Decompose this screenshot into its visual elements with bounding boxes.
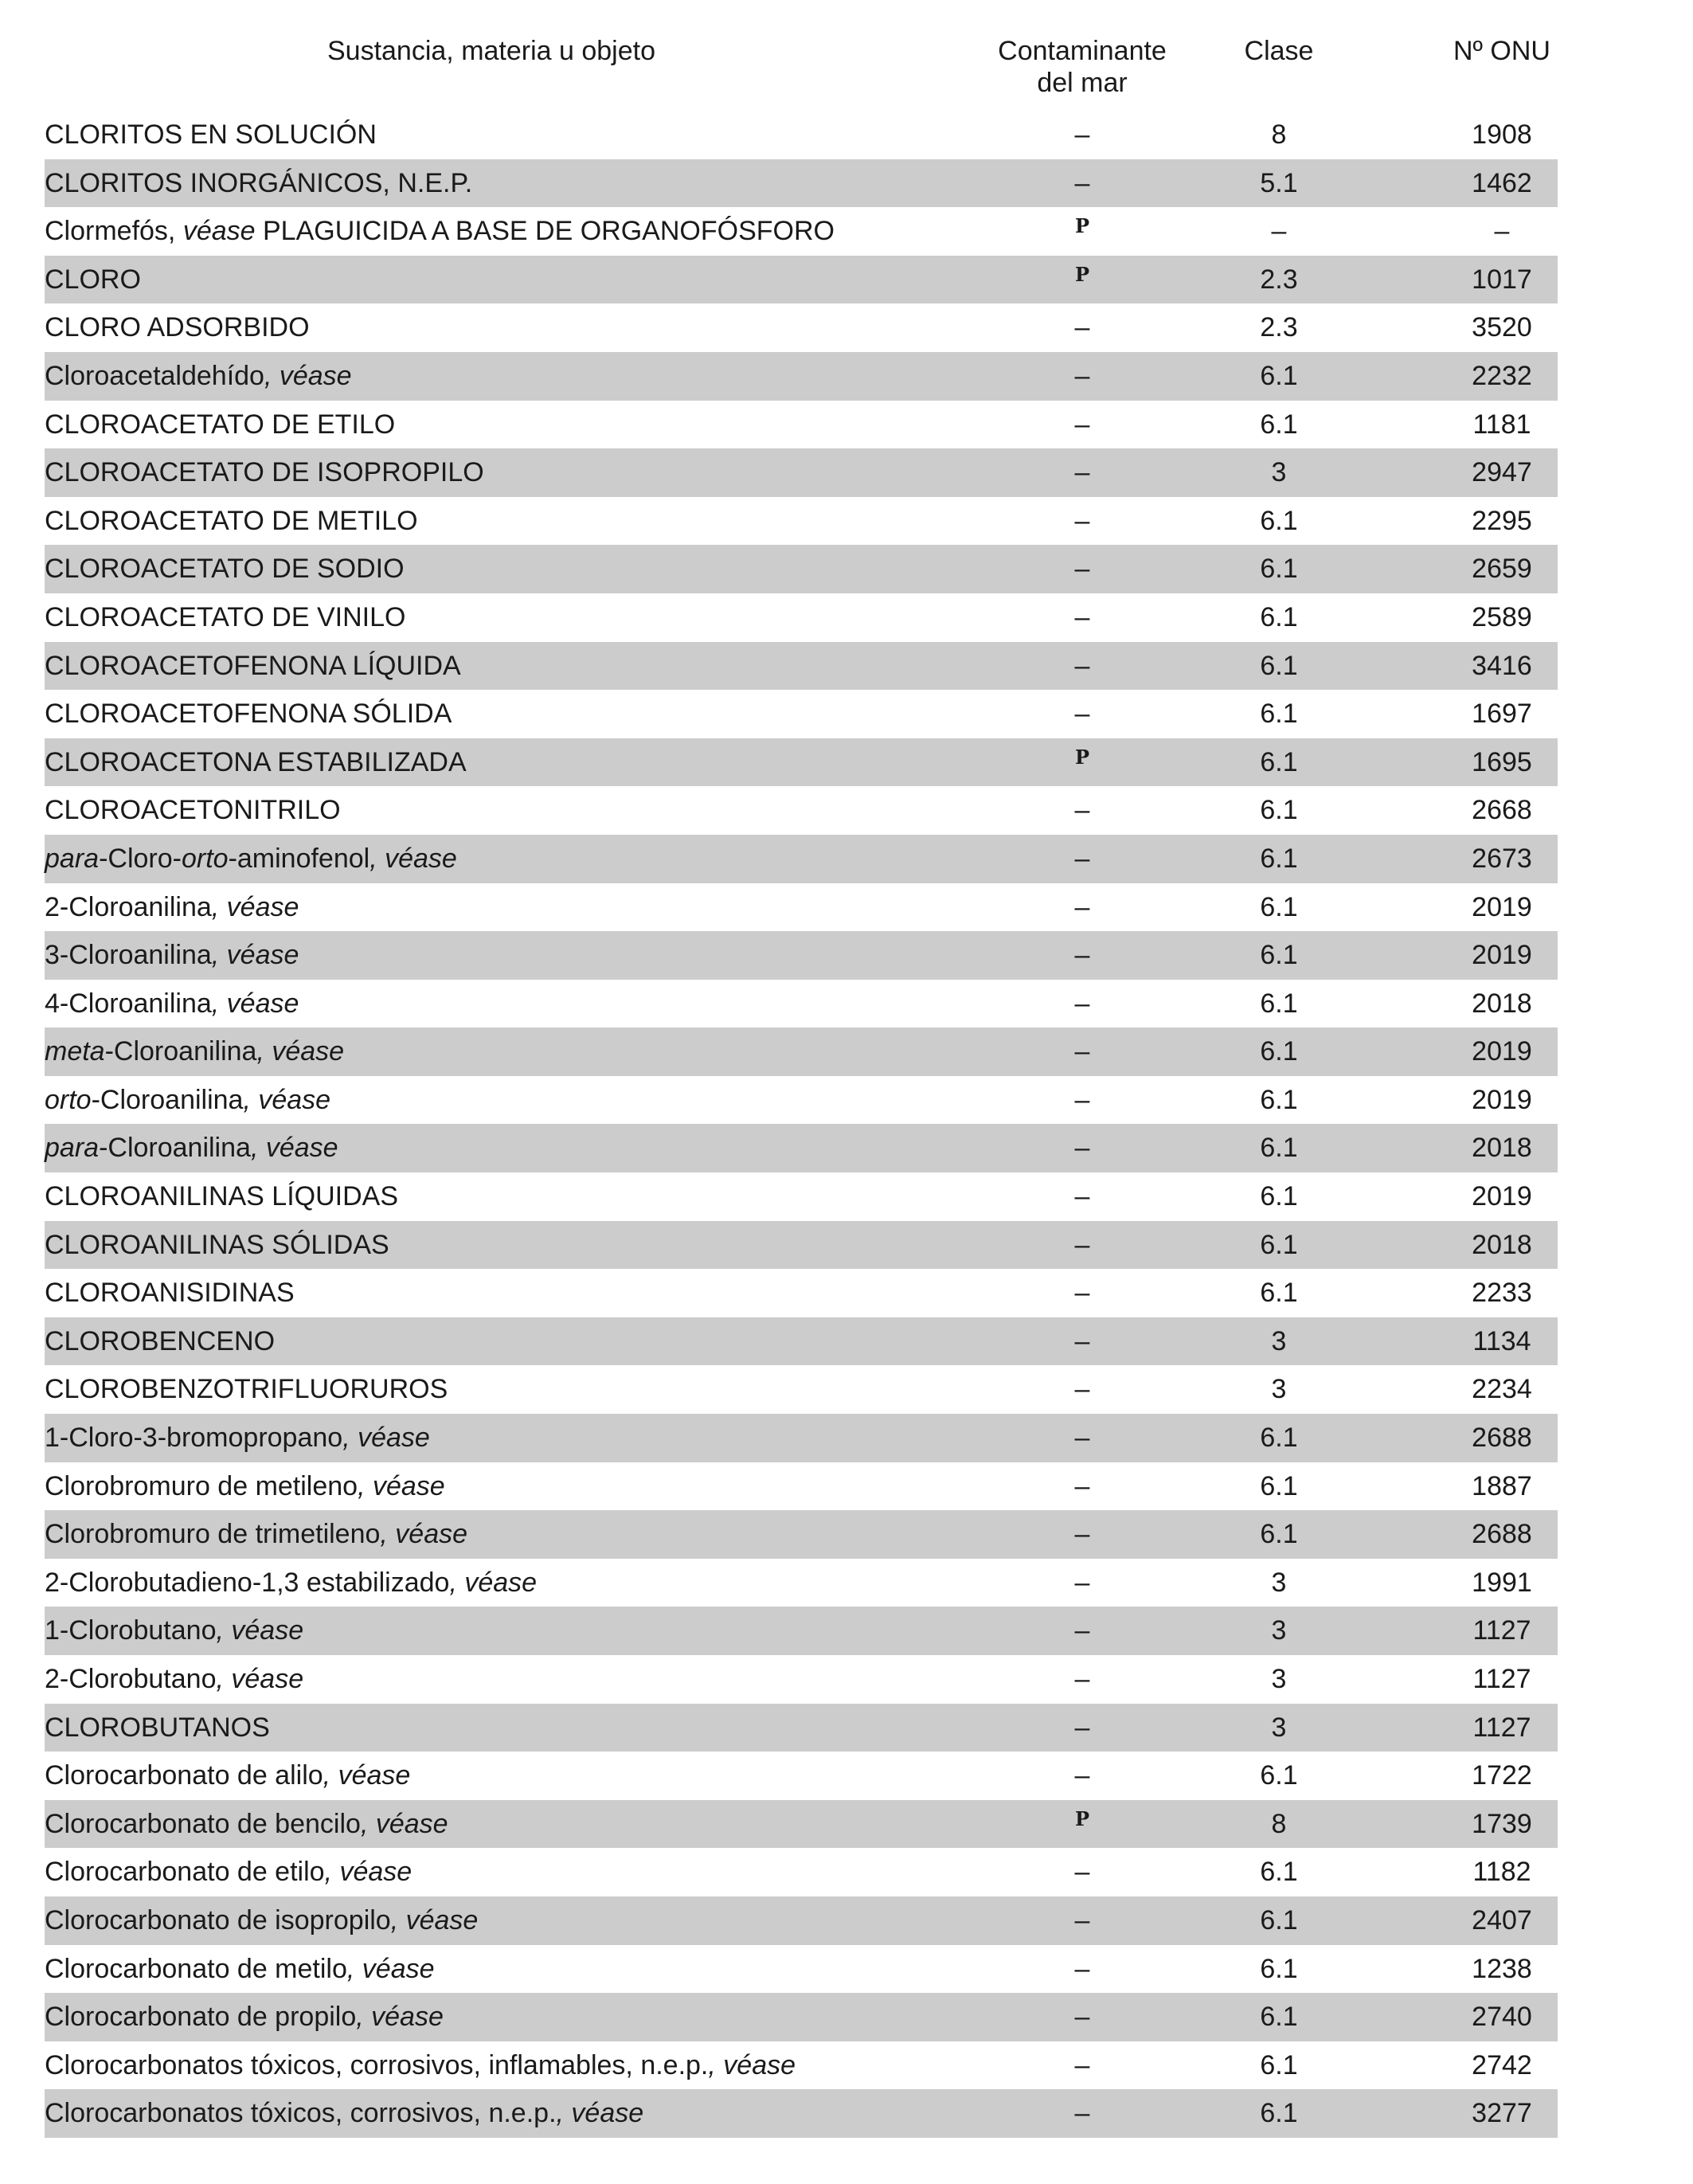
table-row xyxy=(45,1655,1558,1704)
substance-name-part: Clorocarbonatos tóxicos, corrosivos, inflamables, n.e.p. xyxy=(45,2049,709,2080)
substance-name-italic-part: para xyxy=(45,1133,100,1164)
marine-pollutant-dash: – xyxy=(1074,795,1090,826)
substance-name-part: CLORO xyxy=(45,264,141,295)
substance-name xyxy=(45,159,472,208)
marine-pollutant-dash: – xyxy=(1074,167,1090,198)
table-row xyxy=(45,1704,1558,1752)
marine-pollutant-dash: – xyxy=(1074,1325,1090,1356)
marine-pollutant-dash: – xyxy=(1074,312,1090,343)
table-row xyxy=(45,1848,1558,1896)
un-number: 1017 xyxy=(1472,264,1532,295)
un-number: 2668 xyxy=(1472,795,1532,826)
table-row xyxy=(45,401,1558,449)
substance-name xyxy=(45,690,452,738)
un-number: 2688 xyxy=(1472,1423,1532,1454)
substance-name-part: Clorocarbonato de alilo xyxy=(45,1760,323,1791)
substance-name-part: -Cloroanilina xyxy=(91,1084,244,1115)
class-value: 6.1 xyxy=(1260,1760,1298,1791)
class-value: 6.1 xyxy=(1260,2098,1298,2129)
class-value: 2.3 xyxy=(1260,312,1298,343)
un-number: 3520 xyxy=(1472,312,1532,343)
marine-pollutant-dash: – xyxy=(1074,650,1090,681)
un-number: 2019 xyxy=(1472,1181,1532,1212)
substance-name-part: CLOROANILINAS LÍQUIDAS xyxy=(45,1181,399,1212)
marine-pollutant-dash: – xyxy=(1074,360,1090,391)
class-value: 6.1 xyxy=(1260,601,1298,632)
class-value: 3 xyxy=(1271,1615,1287,1646)
substance-name-part: 3-Cloroanilina xyxy=(45,940,212,971)
table-row xyxy=(45,883,1558,932)
un-number: 2019 xyxy=(1472,940,1532,971)
un-number: 1887 xyxy=(1472,1470,1532,1501)
marine-pollutant-dash: – xyxy=(1074,601,1090,632)
table-row xyxy=(45,738,1558,787)
class-value: 5.1 xyxy=(1260,167,1298,198)
substance-name xyxy=(45,1559,537,1607)
un-number: 2234 xyxy=(1472,1374,1532,1405)
substance-name-italic-part: orto xyxy=(181,843,229,874)
table-row xyxy=(45,1800,1558,1849)
marine-pollutant-dash: – xyxy=(1074,1036,1090,1067)
substance-name-italic-part: , véase xyxy=(211,940,299,971)
substance-name-part: -aminofenol xyxy=(228,843,370,874)
marine-pollutant-dash: – xyxy=(1074,2049,1090,2080)
substance-name xyxy=(45,931,299,980)
substance-name-part: 2-Cloroanilina xyxy=(45,891,212,922)
table-row xyxy=(45,1027,1558,1076)
substance-name-italic-part: , véase xyxy=(449,1567,538,1598)
table-body xyxy=(45,111,1558,2138)
substance-name-part: 1-Clorobutano xyxy=(45,1615,217,1646)
un-number: 2742 xyxy=(1472,2049,1532,2080)
un-number: 2688 xyxy=(1472,1519,1532,1550)
un-number: 2018 xyxy=(1472,1229,1532,1260)
substance-name-part: Cloroacetaldehído xyxy=(45,360,264,391)
substance-name-part: CLOROACETATO DE ISOPROPILO xyxy=(45,457,484,488)
substance-name-part: CLORITOS INORGÁNICOS, N.E.P. xyxy=(45,167,473,198)
table-row xyxy=(45,1076,1558,1125)
marine-pollutant-mark: P xyxy=(1074,214,1090,238)
un-number: 1238 xyxy=(1472,1953,1532,1984)
un-number: 1127 xyxy=(1472,1712,1531,1743)
table-row xyxy=(45,642,1558,691)
class-value: – xyxy=(1271,216,1287,247)
marine-pollutant-dash: – xyxy=(1074,1084,1090,1115)
un-number: 1697 xyxy=(1472,699,1532,730)
class-value: 3 xyxy=(1271,1712,1287,1743)
marine-pollutant-dash: – xyxy=(1074,119,1090,150)
marine-pollutant-dash: – xyxy=(1074,1615,1090,1646)
un-number: 3416 xyxy=(1472,650,1532,681)
substance-name-part: Clorocarbonato de isopropilo xyxy=(45,1904,391,1935)
table-row xyxy=(45,2041,1558,2090)
substance-name xyxy=(45,497,418,546)
class-value: 6.1 xyxy=(1260,843,1298,874)
table-row xyxy=(45,303,1558,352)
marine-pollutant-dash: – xyxy=(1074,1760,1090,1791)
marine-pollutant-dash: – xyxy=(1074,1857,1090,1888)
class-value: 6.1 xyxy=(1260,1181,1298,1212)
substance-name-italic-part: , véase xyxy=(250,1133,338,1164)
class-value: 6.1 xyxy=(1260,746,1298,777)
substance-name-italic-part: , véase xyxy=(216,1615,304,1646)
substance-name xyxy=(45,835,457,883)
marine-pollutant-dash: – xyxy=(1074,1519,1090,1550)
marine-pollutant-dash: – xyxy=(1074,1181,1090,1212)
substance-name-italic-part: meta xyxy=(45,1036,105,1067)
class-value: 6.1 xyxy=(1260,1519,1298,1550)
marine-pollutant-dash: – xyxy=(1074,1664,1090,1694)
table-row xyxy=(45,1172,1558,1221)
substance-name-part: Clorobromuro de metileno xyxy=(45,1470,358,1501)
table-row xyxy=(45,111,1558,159)
substance-name-part: -Cloroanilina xyxy=(104,1036,257,1067)
class-value: 6.1 xyxy=(1260,795,1298,826)
substance-name-italic-part: , véase xyxy=(256,1036,345,1067)
un-number: 1127 xyxy=(1472,1615,1531,1646)
substance-name-italic-part: , véase xyxy=(390,1904,479,1935)
table-row xyxy=(45,1269,1558,1317)
marine-pollutant-dash: – xyxy=(1074,505,1090,536)
substance-name xyxy=(45,1317,275,1366)
table-row xyxy=(45,1559,1558,1607)
class-value: 6.1 xyxy=(1260,360,1298,391)
class-value: 6.1 xyxy=(1260,988,1298,1019)
substance-name xyxy=(45,256,141,304)
substance-name-italic-part: para xyxy=(45,843,100,874)
substance-name xyxy=(45,352,352,401)
class-value: 3 xyxy=(1271,1664,1287,1694)
substance-name xyxy=(45,1896,478,1945)
substance-name xyxy=(45,303,310,352)
table-row xyxy=(45,690,1558,738)
table-row xyxy=(45,1993,1558,2041)
substance-name xyxy=(45,1414,430,1462)
substance-name xyxy=(45,1027,344,1076)
un-number: 1991 xyxy=(1472,1567,1532,1598)
substance-name xyxy=(45,593,405,642)
substance-name-part: Clormefós, xyxy=(45,216,183,247)
table-row xyxy=(45,593,1558,642)
marine-pollutant-dash: – xyxy=(1074,699,1090,730)
table-header xyxy=(45,35,1558,115)
un-number: 2659 xyxy=(1472,554,1532,585)
table-row xyxy=(45,1945,1558,1994)
substance-name-part: CLOROACETOFENONA SÓLIDA xyxy=(45,699,452,730)
table-row xyxy=(45,1221,1558,1270)
substance-name xyxy=(45,1800,448,1849)
marine-pollutant-dash: – xyxy=(1074,843,1090,874)
un-number: 2673 xyxy=(1472,843,1532,874)
un-number: 1695 xyxy=(1472,746,1532,777)
substance-name-italic-part: , véase xyxy=(264,360,352,391)
table-row xyxy=(45,1896,1558,1945)
substance-name xyxy=(45,111,377,159)
substance-name xyxy=(45,1462,445,1511)
marine-pollutant-dash: – xyxy=(1074,409,1090,440)
un-number: 2407 xyxy=(1472,1904,1532,1935)
table-row xyxy=(45,207,1558,256)
marine-pollutant-dash: – xyxy=(1074,1712,1090,1743)
marine-pollutant-dash: – xyxy=(1074,2098,1090,2129)
substance-name-italic-part: orto xyxy=(45,1084,92,1115)
substance-name xyxy=(45,1993,444,2041)
un-number: 1182 xyxy=(1472,1857,1531,1888)
class-value: 3 xyxy=(1271,1567,1287,1598)
substance-name-part: Clorocarbonato de metilo xyxy=(45,1953,347,1984)
class-value: 3 xyxy=(1271,1374,1287,1405)
table-row xyxy=(45,835,1558,883)
table-row xyxy=(45,1752,1558,1800)
table-row xyxy=(45,448,1558,497)
substance-name-italic-part: , véase xyxy=(556,2098,644,2129)
marine-pollutant-dash: – xyxy=(1074,1229,1090,1260)
substance-name-italic-part: , véase xyxy=(360,1808,448,1839)
un-number: 2018 xyxy=(1472,1133,1532,1164)
class-value: 6.1 xyxy=(1260,1084,1298,1115)
header-marine-line2: del mar xyxy=(1037,68,1128,98)
un-number: – xyxy=(1494,216,1510,247)
class-value: 6.1 xyxy=(1260,1133,1298,1164)
table-row xyxy=(45,1414,1558,1462)
class-value: 6.1 xyxy=(1260,1470,1298,1501)
substance-name-italic-part: , véase xyxy=(216,1664,304,1694)
un-number: 2295 xyxy=(1472,505,1532,536)
class-value: 2.3 xyxy=(1260,264,1298,295)
class-value: 6.1 xyxy=(1260,2002,1298,2033)
marine-pollutant-dash: – xyxy=(1074,457,1090,488)
class-value: 6.1 xyxy=(1260,1036,1298,1067)
table-row xyxy=(45,159,1558,208)
substance-name-italic-part: , véase xyxy=(211,988,299,1019)
un-number: 1181 xyxy=(1472,409,1531,440)
marine-pollutant-dash: – xyxy=(1074,1953,1090,1984)
table-row xyxy=(45,2089,1558,2138)
marine-pollutant-dash: – xyxy=(1074,1278,1090,1309)
substance-name xyxy=(45,1172,398,1221)
substance-name-italic-part: , véase xyxy=(346,1953,435,1984)
substance-name-part: Clorocarbonato de bencilo xyxy=(45,1808,361,1839)
un-number: 3277 xyxy=(1472,2098,1532,2129)
table-row xyxy=(45,1462,1558,1511)
substance-name xyxy=(45,448,484,497)
substance-name xyxy=(45,1945,435,1994)
substance-name-part: CLOROANILINAS SÓLIDAS xyxy=(45,1229,389,1260)
substance-name-part: CLOROACETATO DE ETILO xyxy=(45,409,396,440)
marine-pollutant-dash: – xyxy=(1074,2002,1090,2033)
un-number: 2589 xyxy=(1472,601,1532,632)
header-marine-line1: Contaminante xyxy=(998,36,1167,66)
header-un-number: Nº ONU xyxy=(1453,36,1550,66)
substance-name-part: Clorocarbonatos tóxicos, corrosivos, n.e.p. xyxy=(45,2098,557,2129)
class-value: 6.1 xyxy=(1260,1423,1298,1454)
class-value: 3 xyxy=(1271,1325,1287,1356)
substance-name xyxy=(45,1365,448,1414)
table-row xyxy=(45,980,1558,1028)
class-value: 6.1 xyxy=(1260,1857,1298,1888)
un-number: 1739 xyxy=(1472,1808,1532,1839)
un-number: 2018 xyxy=(1472,988,1532,1019)
substance-name-part: PLAGUICIDA A BASE DE ORGANOFÓSFORO xyxy=(255,216,835,247)
class-value: 6.1 xyxy=(1260,891,1298,922)
marine-pollutant-dash: – xyxy=(1074,988,1090,1019)
substance-name-italic-part: , véase xyxy=(358,1470,445,1501)
class-value: 8 xyxy=(1271,1808,1287,1839)
class-value: 6.1 xyxy=(1260,409,1298,440)
substance-name-italic-part: , véase xyxy=(342,1423,430,1454)
class-value: 6.1 xyxy=(1260,699,1298,730)
substance-name xyxy=(45,642,461,691)
substance-name-part: -Cloroanilina xyxy=(99,1133,251,1164)
substance-name-part: CLORO ADSORBIDO xyxy=(45,312,310,343)
class-value: 8 xyxy=(1271,119,1287,150)
header-substance: Sustancia, materia u objeto xyxy=(326,36,656,66)
substance-name-part: Clorocarbonato de etilo xyxy=(45,1857,325,1888)
substance-name-part: CLOROACETONITRILO xyxy=(45,795,341,826)
un-number: 2019 xyxy=(1472,1084,1532,1115)
substance-name-italic-part: , véase xyxy=(211,891,299,922)
un-number: 1462 xyxy=(1472,167,1532,198)
substance-name-part: CLORITOS EN SOLUCIÓN xyxy=(45,119,377,150)
table-row xyxy=(45,1124,1558,1172)
substance-name-part: CLOROACETOFENONA LÍQUIDA xyxy=(45,650,461,681)
substance-name-part: CLOROACETATO DE VINILO xyxy=(45,601,406,632)
substance-name xyxy=(45,545,405,593)
un-number: 2019 xyxy=(1472,1036,1532,1067)
substance-name-italic-part: , véase xyxy=(324,1857,412,1888)
class-value: 6.1 xyxy=(1260,940,1298,971)
substance-name-part: 1-Cloro-3-bromopropano xyxy=(45,1423,343,1454)
substance-name-part: CLOROACETATO DE SODIO xyxy=(45,554,405,585)
substance-name-italic-part: véase xyxy=(182,216,256,247)
marine-pollutant-dash: – xyxy=(1074,1567,1090,1598)
substance-name xyxy=(45,1704,270,1752)
un-number: 2947 xyxy=(1472,457,1532,488)
substance-name-part: CLOROANISIDINAS xyxy=(45,1278,295,1309)
substance-name xyxy=(45,1124,338,1172)
table-row xyxy=(45,931,1558,980)
substance-name-part: Clorocarbonato de propilo xyxy=(45,2002,357,2033)
marine-pollutant-dash: – xyxy=(1074,1904,1090,1935)
un-number: 1134 xyxy=(1472,1325,1531,1356)
marine-pollutant-dash: – xyxy=(1074,891,1090,922)
substance-name xyxy=(45,401,395,449)
substance-name-part: 2-Clorobutadieno-1,3 estabilizado xyxy=(45,1567,450,1598)
class-value: 6.1 xyxy=(1260,505,1298,536)
table-row xyxy=(45,1607,1558,1655)
marine-pollutant-dash: – xyxy=(1074,940,1090,971)
class-value: 3 xyxy=(1271,457,1287,488)
substance-name-part: CLOROBENZOTRIFLUORUROS xyxy=(45,1374,448,1405)
substance-name xyxy=(45,786,341,835)
table-row xyxy=(45,256,1558,304)
table-row xyxy=(45,352,1558,401)
table-row xyxy=(45,545,1558,593)
table-row xyxy=(45,1510,1558,1559)
substance-name-part: 4-Cloroanilina xyxy=(45,988,212,1019)
class-value: 6.1 xyxy=(1260,1278,1298,1309)
class-value: 6.1 xyxy=(1260,1904,1298,1935)
substance-name-italic-part: , véase xyxy=(356,2002,444,2033)
class-value: 6.1 xyxy=(1260,650,1298,681)
un-number: 1722 xyxy=(1472,1760,1532,1791)
class-value: 6.1 xyxy=(1260,1229,1298,1260)
marine-pollutant-dash: – xyxy=(1074,1423,1090,1454)
class-value: 6.1 xyxy=(1260,2049,1298,2080)
marine-pollutant-dash: – xyxy=(1074,1470,1090,1501)
substance-name-italic-part: , véase xyxy=(708,2049,796,2080)
marine-pollutant-dash: – xyxy=(1074,554,1090,585)
substance-name xyxy=(45,1655,303,1704)
table-row xyxy=(45,786,1558,835)
table-row xyxy=(45,1317,1558,1366)
un-number: 1127 xyxy=(1472,1664,1531,1694)
substance-name-part: 2-Clorobutano xyxy=(45,1664,217,1694)
substance-name xyxy=(45,1076,330,1125)
substance-name xyxy=(45,2089,643,2138)
substance-name-italic-part: , véase xyxy=(243,1084,331,1115)
header-class: Clase xyxy=(1244,36,1314,66)
substance-name-italic-part: , véase xyxy=(323,1760,411,1791)
un-number: 2019 xyxy=(1472,891,1532,922)
marine-pollutant-mark: P xyxy=(1074,262,1090,286)
substance-name xyxy=(45,1510,467,1559)
substance-name xyxy=(45,1607,303,1655)
table-row xyxy=(45,497,1558,546)
marine-pollutant-dash: – xyxy=(1074,1133,1090,1164)
substance-name-part: Clorobromuro de trimetileno xyxy=(45,1519,381,1550)
substance-name-part: CLOROACETONA ESTABILIZADA xyxy=(45,746,467,777)
substance-name xyxy=(45,1269,295,1317)
substance-name-part: CLOROACETATO DE METILO xyxy=(45,505,418,536)
un-number: 2232 xyxy=(1472,360,1532,391)
substance-name xyxy=(45,883,299,932)
un-number: 2740 xyxy=(1472,2002,1532,2033)
marine-pollutant-mark: P xyxy=(1074,1806,1090,1830)
substance-name xyxy=(45,1848,412,1896)
substance-name-part: -Cloro- xyxy=(99,843,182,874)
class-value: 6.1 xyxy=(1260,1953,1298,1984)
un-number: 1908 xyxy=(1472,119,1532,150)
substance-name xyxy=(45,207,835,256)
un-number: 2233 xyxy=(1472,1278,1532,1309)
marine-pollutant-mark: P xyxy=(1074,745,1090,769)
substance-name xyxy=(45,2041,796,2090)
substance-name-italic-part: , véase xyxy=(369,843,457,874)
substance-name-part: CLOROBUTANOS xyxy=(45,1712,270,1743)
table-row xyxy=(45,1365,1558,1414)
substance-name xyxy=(45,1752,410,1800)
substance-name xyxy=(45,738,467,787)
substance-name-italic-part: , véase xyxy=(380,1519,468,1550)
substance-name xyxy=(45,980,299,1028)
marine-pollutant-dash: – xyxy=(1074,1374,1090,1405)
substance-name xyxy=(45,1221,389,1270)
class-value: 6.1 xyxy=(1260,554,1298,585)
substance-name-part: CLOROBENCENO xyxy=(45,1325,276,1356)
